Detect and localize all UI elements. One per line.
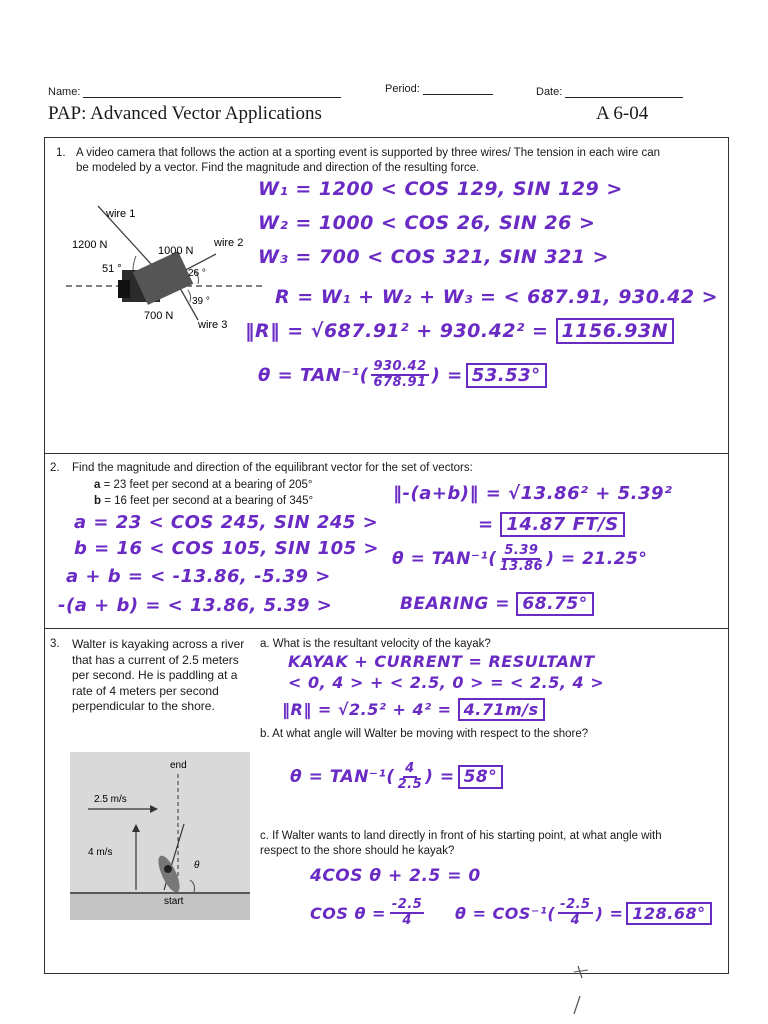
name-line <box>83 97 341 98</box>
worksheet-code: A 6-04 <box>596 103 649 124</box>
vector-a-spec <box>94 478 312 493</box>
q1-work-line-3: W₃ = 700 < COS 321, SIN 321 > <box>258 246 610 268</box>
q1-work-line-2: W₂ = 1000 < COS 26, SIN 26 > <box>258 212 596 234</box>
q3-a-work-line-2: < 0, 4 > + < 2.5, 0 > = < 2.5, 4 > <box>288 673 605 692</box>
q2-work-line-3: a + b = < -13.86, -5.39 > <box>66 566 331 587</box>
q2-angle-numerator: 5.39 <box>504 543 539 558</box>
q3-c-angle-denominator: 4 <box>570 913 581 928</box>
q1-angle-fraction <box>371 360 428 390</box>
q2-angle-prefix: θ = TAN⁻¹( <box>392 549 497 569</box>
q3-c-work-line-2 <box>310 898 424 928</box>
q3-c-cos-numerator: -2.5 <box>391 897 423 912</box>
name-label: Name: <box>48 86 81 98</box>
q3-c-cos-fraction <box>390 898 424 928</box>
period-label: Period: <box>385 83 420 95</box>
q1-angle-answer: 53.53° <box>466 363 547 388</box>
end-label: end <box>170 760 187 771</box>
angle-3-label: 39 ° <box>192 296 210 307</box>
q2-equals: = <box>478 514 494 535</box>
kayak-river-figure <box>70 752 250 920</box>
q1-work-line-1: W₁ = 1200 < COS 129, SIN 129 > <box>258 178 623 200</box>
period-field <box>385 83 493 95</box>
date-label: Date: <box>536 86 563 98</box>
q3-b-suffix: ) = <box>425 767 455 787</box>
q3-b-numerator: 4 <box>405 761 415 776</box>
q2-angle-line <box>392 544 647 574</box>
q3-c-work-line-1: 4COS θ + 2.5 = 0 <box>310 866 481 886</box>
name-field <box>48 86 341 98</box>
q2-bearing-prefix: BEARING = <box>400 594 510 614</box>
vector-b-text: = 16 feet per second at a bearing of 345° <box>101 495 314 507</box>
q3-part-a-question: a. What is the resultant velocity of the kayak? <box>260 638 491 650</box>
q3-b-prefix: θ = TAN⁻¹( <box>290 767 395 787</box>
q2-angle-suffix: ) = 21.25° <box>546 549 648 569</box>
wire-2-label: wire 2 <box>214 237 244 249</box>
q1-magnitude-expression: ‖R‖ = √687.91² + 930.42² = <box>245 320 549 342</box>
question-3-number: 3. <box>50 638 60 650</box>
wire-1-label: wire 1 <box>106 208 136 220</box>
q2-work-line-1: a = 23 < COS 245, SIN 245 > <box>74 512 379 533</box>
q1-angle-denominator: 678.91 <box>373 375 427 390</box>
q2-work-line-4: -(a + b) = < 13.86, 5.39 > <box>58 595 333 616</box>
q3-c-angle-numerator: -2.5 <box>560 897 591 912</box>
q3-a-work-line-1: KAYAK + CURRENT = RESULTANT <box>288 652 595 671</box>
period-line <box>423 94 493 95</box>
q3-part-c-question: c. If Walter wants to land directly in front of his starting point, at what angle with respect to the shore should he kayak? <box>260 830 662 857</box>
q2-magnitude-expression: ‖-(a+b)‖ = √13.86² + 5.39² <box>393 483 673 504</box>
tension-1-label: 1200 N <box>72 239 108 251</box>
q2-work-line-2: b = 16 < COS 105, SIN 105 > <box>74 538 379 559</box>
q2-magnitude-answer: 14.87 FT/S <box>500 512 624 537</box>
q1-angle-prefix: θ = TAN⁻¹( <box>258 364 369 386</box>
date-line <box>565 97 683 98</box>
tension-2-label: 1000 N <box>158 245 194 257</box>
date-field <box>536 86 683 98</box>
q1-angle-numerator: 930.42 <box>373 359 427 374</box>
tension-3-label: 700 N <box>144 310 174 322</box>
q3-c-answer: 128.68° <box>626 902 711 925</box>
q3-a-work-line-3 <box>282 700 545 719</box>
q3-part-b-question: b. At what angle will Walter be moving with respect to the shore? <box>260 728 589 740</box>
q1-work-line-5 <box>245 320 674 342</box>
q2-bearing-answer: 68.75° <box>516 592 593 616</box>
pen-stray-marks <box>560 960 600 1020</box>
q3-c-cos-denominator: 4 <box>402 913 412 928</box>
vector-b-label: b <box>94 495 102 507</box>
q3-c-angle-fraction <box>558 898 592 928</box>
angle-2-label: 26 ° <box>188 268 206 279</box>
q1-magnitude-answer: 1156.93N <box>556 318 674 344</box>
q1-work-line-6 <box>258 360 547 390</box>
wire-3-label: wire 3 <box>198 319 228 331</box>
q3-c-angle-suffix: ) = <box>595 903 624 923</box>
angle-1-label: 51 ° <box>102 263 122 275</box>
q3-b-answer: 58° <box>458 765 504 789</box>
q3-b-work-line <box>290 762 503 792</box>
question-1-text: A video camera that follows the action at a sporting event is supported by three wires/ The tension in each wire can be modeled by a vector. Find the magnitude and direction of the resulting force. <box>76 147 661 174</box>
camera-wire-figure <box>66 196 262 338</box>
q2-magnitude-result <box>478 514 625 535</box>
question-3-text: Walter is kayaking across a river that has a current of 2.5 meters per second. He is paddling at a rate of 4 meters per second perpendicular to the shore. <box>72 637 245 713</box>
q3-a-answer: 4.71m/s <box>458 698 545 721</box>
q2-angle-fraction <box>500 544 544 574</box>
q3-c-work-line-3 <box>455 898 712 928</box>
theta-label: θ <box>194 860 200 871</box>
q1-work-line-4: R = W₁ + W₂ + W₃ = < 687.91, 930.42 > <box>275 286 719 308</box>
q3-b-denominator: 2.5 <box>397 777 423 792</box>
q2-angle-denominator: 13.86 <box>499 559 544 574</box>
start-label: start <box>164 896 184 907</box>
vector-a-label: a <box>94 479 101 491</box>
q2-bearing-line <box>400 594 594 614</box>
question-2-text: Find the magnitude and direction of the equilibrant vector for the set of vectors: <box>72 462 473 474</box>
q3-c-angle-prefix: θ = COS⁻¹( <box>455 903 556 923</box>
q3-b-fraction <box>398 762 423 792</box>
q3-c-cos-prefix: COS θ = <box>310 903 386 923</box>
speed-label: 4 m/s <box>88 847 113 858</box>
question-2-number: 2. <box>50 462 60 474</box>
question-1-number: 1. <box>56 147 66 159</box>
current-label: 2.5 m/s <box>94 794 127 805</box>
vector-b-spec <box>94 494 313 509</box>
q1-angle-suffix: ) = <box>431 364 463 386</box>
vector-a-text: = 23 feet per second at a bearing of 205° <box>100 479 313 491</box>
q3-a-magnitude-expression: ‖R‖ = √2.5² + 4² = <box>282 700 452 719</box>
page-title: PAP: Advanced Vector Applications <box>48 103 322 124</box>
